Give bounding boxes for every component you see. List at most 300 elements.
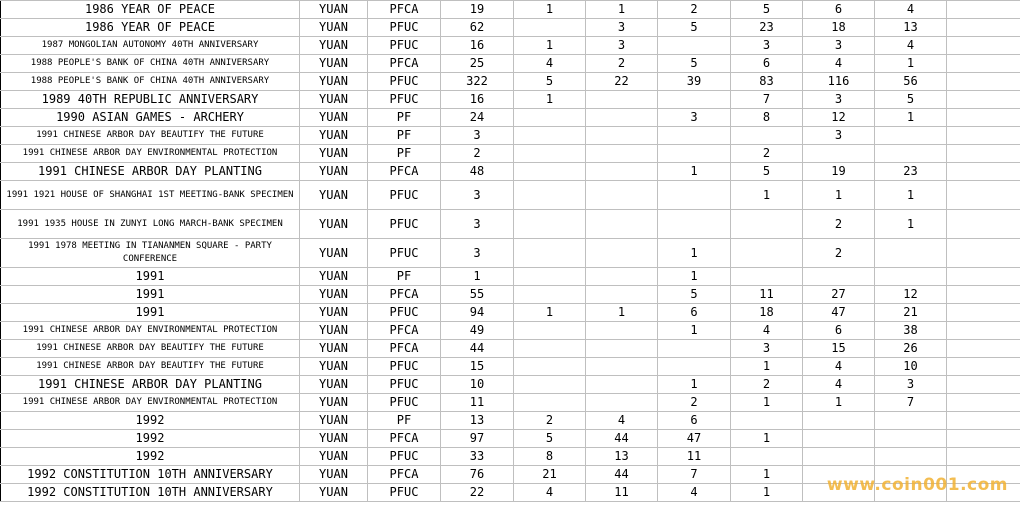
cell-name[interactable]: 1991: [1, 304, 300, 322]
cell-value[interactable]: 23: [875, 163, 947, 181]
cell-value[interactable]: [731, 448, 803, 466]
cell-value[interactable]: 1: [731, 358, 803, 376]
cell-value[interactable]: 2: [658, 1, 731, 19]
cell-grade[interactable]: PF: [368, 412, 441, 430]
cell-value[interactable]: [875, 412, 947, 430]
cell-grade[interactable]: PFCA: [368, 1, 441, 19]
cell-value[interactable]: [947, 91, 1020, 109]
cell-unit[interactable]: YUAN: [300, 37, 368, 55]
cell-value[interactable]: [803, 268, 875, 286]
cell-value[interactable]: 16: [441, 37, 514, 55]
cell-value[interactable]: 3: [441, 181, 514, 210]
cell-name[interactable]: 1991 1978 MEETING IN TIANANMEN SQUARE - PARTY CONFERENCE: [1, 239, 300, 268]
cell-value[interactable]: 3: [731, 340, 803, 358]
cell-value[interactable]: 11: [731, 286, 803, 304]
cell-unit[interactable]: YUAN: [300, 358, 368, 376]
cell-value[interactable]: [875, 430, 947, 448]
cell-value[interactable]: [658, 127, 731, 145]
cell-value[interactable]: 2: [586, 55, 658, 73]
cell-unit[interactable]: YUAN: [300, 1, 368, 19]
cell-value[interactable]: 21: [875, 304, 947, 322]
cell-value[interactable]: 47: [658, 430, 731, 448]
cell-value[interactable]: 44: [586, 466, 658, 484]
cell-grade[interactable]: PFUC: [368, 448, 441, 466]
cell-value[interactable]: 12: [875, 286, 947, 304]
cell-value[interactable]: 27: [803, 286, 875, 304]
cell-value[interactable]: 2: [514, 412, 586, 430]
cell-value[interactable]: 4: [875, 37, 947, 55]
cell-value[interactable]: 1: [731, 181, 803, 210]
cell-name[interactable]: 1991 CHINESE ARBOR DAY ENVIRONMENTAL PROTECTION: [1, 394, 300, 412]
cell-value[interactable]: [586, 127, 658, 145]
cell-value[interactable]: 1: [514, 1, 586, 19]
cell-value[interactable]: [514, 394, 586, 412]
cell-value[interactable]: 1: [514, 304, 586, 322]
cell-value[interactable]: [947, 376, 1020, 394]
cell-value[interactable]: 1: [875, 55, 947, 73]
table-row: [1, 73, 1020, 91]
cell-unit[interactable]: YUAN: [300, 239, 368, 268]
cell-value[interactable]: [731, 268, 803, 286]
cell-unit[interactable]: YUAN: [300, 181, 368, 210]
cell-value[interactable]: [947, 322, 1020, 340]
cell-value[interactable]: [586, 358, 658, 376]
cell-value[interactable]: 7: [875, 394, 947, 412]
cell-value[interactable]: 7: [658, 466, 731, 484]
cell-value[interactable]: 11: [586, 484, 658, 502]
cell-value[interactable]: 1: [731, 484, 803, 502]
cell-unit[interactable]: YUAN: [300, 145, 368, 163]
cell-value[interactable]: 3: [875, 376, 947, 394]
cell-value[interactable]: 24: [441, 109, 514, 127]
cell-value[interactable]: [947, 268, 1020, 286]
table-row: [1, 19, 1020, 37]
cell-value[interactable]: [803, 430, 875, 448]
cell-value[interactable]: 1: [731, 430, 803, 448]
cell-value[interactable]: 38: [875, 322, 947, 340]
cell-name[interactable]: 1986 YEAR OF PEACE: [1, 19, 300, 37]
cell-unit[interactable]: YUAN: [300, 322, 368, 340]
cell-value[interactable]: 13: [586, 448, 658, 466]
cell-unit[interactable]: YUAN: [300, 394, 368, 412]
cell-value[interactable]: 4: [875, 1, 947, 19]
cell-value[interactable]: [803, 145, 875, 163]
cell-value[interactable]: [947, 304, 1020, 322]
table-row: [1, 268, 1020, 286]
cell-value[interactable]: 6: [803, 322, 875, 340]
cell-unit[interactable]: YUAN: [300, 286, 368, 304]
cell-name[interactable]: 1991: [1, 286, 300, 304]
cell-value[interactable]: 47: [803, 304, 875, 322]
cell-value[interactable]: 4: [586, 412, 658, 430]
cell-value[interactable]: [875, 448, 947, 466]
cell-value[interactable]: [514, 19, 586, 37]
cell-value[interactable]: [586, 145, 658, 163]
cell-value[interactable]: 5: [658, 55, 731, 73]
cell-name[interactable]: 1991 CHINESE ARBOR DAY BEAUTIFY THE FUTURE: [1, 340, 300, 358]
cell-value[interactable]: 25: [441, 55, 514, 73]
table-row: [1, 376, 1020, 394]
table-row: [1, 109, 1020, 127]
cell-value[interactable]: 16: [441, 91, 514, 109]
cell-value[interactable]: [514, 286, 586, 304]
cell-value[interactable]: 44: [586, 430, 658, 448]
cell-name[interactable]: 1991 CHINESE ARBOR DAY ENVIRONMENTAL PROTECTION: [1, 322, 300, 340]
cell-value[interactable]: 83: [731, 73, 803, 91]
table-row: [1, 210, 1020, 239]
cell-value[interactable]: [731, 127, 803, 145]
cell-value[interactable]: 4: [803, 55, 875, 73]
cell-value[interactable]: 3: [441, 239, 514, 268]
table-row: [1, 322, 1020, 340]
cell-value[interactable]: [586, 268, 658, 286]
cell-value[interactable]: 5: [658, 286, 731, 304]
cell-unit[interactable]: YUAN: [300, 304, 368, 322]
table-row: [1, 127, 1020, 145]
cell-value[interactable]: 4: [514, 55, 586, 73]
cell-grade[interactable]: PFCA: [368, 430, 441, 448]
cell-value[interactable]: 1: [514, 37, 586, 55]
cell-value[interactable]: [514, 145, 586, 163]
cell-value[interactable]: 116: [803, 73, 875, 91]
cell-unit[interactable]: YUAN: [300, 19, 368, 37]
cell-value[interactable]: 6: [658, 304, 731, 322]
cell-value[interactable]: 4: [731, 322, 803, 340]
cell-value[interactable]: 5: [514, 430, 586, 448]
cell-unit[interactable]: YUAN: [300, 91, 368, 109]
cell-name[interactable]: 1991 CHINESE ARBOR DAY PLANTING: [1, 376, 300, 394]
cell-value[interactable]: 11: [441, 394, 514, 412]
cell-value[interactable]: [658, 145, 731, 163]
cell-value[interactable]: 10: [441, 376, 514, 394]
cell-value[interactable]: [514, 163, 586, 181]
cell-unit[interactable]: YUAN: [300, 163, 368, 181]
cell-name[interactable]: 1987 MONGOLIAN AUTONOMY 40TH ANNIVERSARY: [1, 37, 300, 55]
cell-value[interactable]: 21: [514, 466, 586, 484]
cell-value[interactable]: 15: [441, 358, 514, 376]
cell-value[interactable]: [514, 181, 586, 210]
cell-value[interactable]: [947, 239, 1020, 268]
cell-value[interactable]: 1: [658, 163, 731, 181]
cell-grade[interactable]: PF: [368, 268, 441, 286]
cell-value[interactable]: [658, 37, 731, 55]
cell-grade[interactable]: PFUC: [368, 91, 441, 109]
cell-value[interactable]: 49: [441, 322, 514, 340]
cell-value[interactable]: 1: [658, 322, 731, 340]
cell-value[interactable]: [658, 340, 731, 358]
cell-unit[interactable]: YUAN: [300, 430, 368, 448]
cell-grade[interactable]: PFUC: [368, 73, 441, 91]
cell-name[interactable]: 1988 PEOPLE'S BANK OF CHINA 40TH ANNIVERSARY: [1, 73, 300, 91]
cell-value[interactable]: 5: [875, 91, 947, 109]
cell-name[interactable]: 1991 CHINESE ARBOR DAY BEAUTIFY THE FUTURE: [1, 127, 300, 145]
cell-value[interactable]: 94: [441, 304, 514, 322]
cell-value[interactable]: 4: [514, 484, 586, 502]
cell-value[interactable]: 3: [441, 127, 514, 145]
cell-value[interactable]: [731, 239, 803, 268]
cell-grade[interactable]: PF: [368, 109, 441, 127]
cell-value[interactable]: 76: [441, 466, 514, 484]
cell-value[interactable]: 2: [658, 394, 731, 412]
table-row: [1, 1, 1020, 19]
cell-value[interactable]: [514, 322, 586, 340]
cell-value[interactable]: [586, 91, 658, 109]
cell-value[interactable]: [586, 340, 658, 358]
cell-value[interactable]: 1: [875, 210, 947, 239]
cell-grade[interactable]: PFCA: [368, 286, 441, 304]
cell-value[interactable]: 62: [441, 19, 514, 37]
cell-value[interactable]: 39: [658, 73, 731, 91]
cell-value[interactable]: 3: [658, 109, 731, 127]
cell-value[interactable]: [514, 239, 586, 268]
cell-value[interactable]: 44: [441, 340, 514, 358]
cell-grade[interactable]: PFCA: [368, 322, 441, 340]
cell-value[interactable]: 15: [803, 340, 875, 358]
cell-name[interactable]: 1992: [1, 412, 300, 430]
cell-value[interactable]: [947, 163, 1020, 181]
cell-value[interactable]: 1: [586, 1, 658, 19]
table-row: [1, 448, 1020, 466]
cell-value[interactable]: 3: [803, 37, 875, 55]
cell-name[interactable]: 1991 1921 HOUSE OF SHANGHAI 1ST MEETING-BANK SPECIMEN: [1, 181, 300, 210]
cell-value[interactable]: 23: [731, 19, 803, 37]
cell-value[interactable]: [586, 163, 658, 181]
cell-unit[interactable]: YUAN: [300, 340, 368, 358]
cell-unit[interactable]: YUAN: [300, 412, 368, 430]
table-row: [1, 304, 1020, 322]
cell-value[interactable]: [586, 109, 658, 127]
cell-value[interactable]: [514, 210, 586, 239]
cell-value[interactable]: 11: [658, 448, 731, 466]
cell-value[interactable]: 48: [441, 163, 514, 181]
cell-grade[interactable]: PFCA: [368, 163, 441, 181]
cell-name[interactable]: 1991 CHINESE ARBOR DAY ENVIRONMENTAL PROTECTION: [1, 145, 300, 163]
cell-value[interactable]: 1: [658, 239, 731, 268]
cell-value[interactable]: 1: [441, 268, 514, 286]
cell-value[interactable]: [875, 127, 947, 145]
cell-value[interactable]: 4: [803, 376, 875, 394]
cell-value[interactable]: 1: [875, 181, 947, 210]
cell-grade[interactable]: PFUC: [368, 484, 441, 502]
cell-unit[interactable]: YUAN: [300, 466, 368, 484]
cell-value[interactable]: 6: [803, 1, 875, 19]
cell-value[interactable]: [514, 358, 586, 376]
cell-value[interactable]: [947, 340, 1020, 358]
cell-value[interactable]: [586, 181, 658, 210]
cell-name[interactable]: 1992 CONSTITUTION 10TH ANNIVERSARY: [1, 484, 300, 502]
cell-value[interactable]: 33: [441, 448, 514, 466]
cell-value[interactable]: [514, 340, 586, 358]
cell-value[interactable]: [658, 358, 731, 376]
cell-value[interactable]: [875, 268, 947, 286]
cell-name[interactable]: 1990 ASIAN GAMES - ARCHERY: [1, 109, 300, 127]
cell-name[interactable]: 1991 CHINESE ARBOR DAY PLANTING: [1, 163, 300, 181]
cell-unit[interactable]: YUAN: [300, 376, 368, 394]
cell-value[interactable]: [658, 181, 731, 210]
cell-name[interactable]: 1992 CONSTITUTION 10TH ANNIVERSARY: [1, 466, 300, 484]
cell-grade[interactable]: PFUC: [368, 376, 441, 394]
cell-value[interactable]: 19: [803, 163, 875, 181]
table-row: [1, 340, 1020, 358]
cell-value[interactable]: 13: [875, 19, 947, 37]
cell-value[interactable]: [731, 412, 803, 430]
cell-value[interactable]: [947, 109, 1020, 127]
cell-value[interactable]: 18: [803, 19, 875, 37]
cell-value[interactable]: 1: [875, 109, 947, 127]
cell-unit[interactable]: YUAN: [300, 73, 368, 91]
cell-value[interactable]: 1: [658, 268, 731, 286]
cell-name[interactable]: 1991 1935 HOUSE IN ZUNYI LONG MARCH-BANK SPECIMEN: [1, 210, 300, 239]
cell-value[interactable]: 5: [658, 19, 731, 37]
cell-grade[interactable]: PFUC: [368, 210, 441, 239]
cell-value[interactable]: 1: [803, 394, 875, 412]
cell-value[interactable]: 12: [803, 109, 875, 127]
cell-unit[interactable]: YUAN: [300, 127, 368, 145]
cell-value[interactable]: [947, 19, 1020, 37]
table-row: [1, 430, 1020, 448]
cell-grade[interactable]: PFUC: [368, 19, 441, 37]
cell-grade[interactable]: PFCA: [368, 466, 441, 484]
cell-value[interactable]: [947, 37, 1020, 55]
table-row: [1, 394, 1020, 412]
table-row: [1, 163, 1020, 181]
cell-grade[interactable]: PFUC: [368, 239, 441, 268]
cell-value[interactable]: 2: [441, 145, 514, 163]
cell-value[interactable]: 56: [875, 73, 947, 91]
cell-value[interactable]: 3: [586, 37, 658, 55]
cell-value[interactable]: [947, 430, 1020, 448]
cell-unit[interactable]: YUAN: [300, 109, 368, 127]
cell-value[interactable]: 322: [441, 73, 514, 91]
cell-value[interactable]: 4: [658, 484, 731, 502]
cell-value[interactable]: 1: [658, 376, 731, 394]
cell-value[interactable]: [947, 1, 1020, 19]
cell-value[interactable]: 13: [441, 412, 514, 430]
table-row: [1, 239, 1020, 268]
cell-value[interactable]: [875, 145, 947, 163]
cell-value[interactable]: 6: [731, 55, 803, 73]
cell-value[interactable]: 3: [731, 37, 803, 55]
cell-grade[interactable]: PFCA: [368, 340, 441, 358]
cell-value[interactable]: [586, 394, 658, 412]
cell-grade[interactable]: PFUC: [368, 394, 441, 412]
cell-value[interactable]: [947, 358, 1020, 376]
cell-value[interactable]: [514, 376, 586, 394]
cell-value[interactable]: [947, 145, 1020, 163]
cell-value[interactable]: 97: [441, 430, 514, 448]
cell-value[interactable]: 18: [731, 304, 803, 322]
cell-value[interactable]: 26: [875, 340, 947, 358]
table-row: [1, 181, 1020, 210]
cell-value[interactable]: [658, 91, 731, 109]
cell-name[interactable]: 1986 YEAR OF PEACE: [1, 1, 300, 19]
cell-value[interactable]: 5: [731, 1, 803, 19]
cell-unit[interactable]: YUAN: [300, 268, 368, 286]
cell-value[interactable]: [586, 239, 658, 268]
cell-grade[interactable]: PF: [368, 127, 441, 145]
cell-value[interactable]: 3: [803, 127, 875, 145]
cell-value[interactable]: 19: [441, 1, 514, 19]
cell-unit[interactable]: YUAN: [300, 484, 368, 502]
cell-grade[interactable]: PFUC: [368, 358, 441, 376]
cell-value[interactable]: 8: [731, 109, 803, 127]
cell-value[interactable]: 10: [875, 358, 947, 376]
cell-name[interactable]: 1992: [1, 430, 300, 448]
cell-unit[interactable]: YUAN: [300, 448, 368, 466]
cell-value[interactable]: 7: [731, 91, 803, 109]
cell-value[interactable]: [514, 127, 586, 145]
cell-value[interactable]: [803, 412, 875, 430]
table-row: [1, 91, 1020, 109]
cell-value[interactable]: 2: [803, 239, 875, 268]
cell-grade[interactable]: PFUC: [368, 37, 441, 55]
cell-value[interactable]: [731, 210, 803, 239]
cell-value[interactable]: [875, 239, 947, 268]
cell-value[interactable]: 6: [658, 412, 731, 430]
cell-grade[interactable]: PFCA: [368, 55, 441, 73]
cell-grade[interactable]: PFUC: [368, 304, 441, 322]
cell-value[interactable]: [947, 210, 1020, 239]
cell-name[interactable]: 1988 PEOPLE'S BANK OF CHINA 40TH ANNIVERSARY: [1, 55, 300, 73]
cell-unit[interactable]: YUAN: [300, 55, 368, 73]
table-row: [1, 286, 1020, 304]
cell-value[interactable]: [947, 73, 1020, 91]
cell-value[interactable]: [947, 127, 1020, 145]
cell-value[interactable]: [514, 109, 586, 127]
cell-name[interactable]: 1992: [1, 448, 300, 466]
cell-grade[interactable]: PFUC: [368, 181, 441, 210]
cell-value[interactable]: 1: [731, 394, 803, 412]
cell-value[interactable]: [947, 412, 1020, 430]
cell-value[interactable]: [947, 286, 1020, 304]
cell-value[interactable]: 2: [803, 210, 875, 239]
cell-value[interactable]: 22: [586, 73, 658, 91]
cell-value[interactable]: 22: [441, 484, 514, 502]
cell-grade[interactable]: PF: [368, 145, 441, 163]
cell-value[interactable]: [586, 322, 658, 340]
cell-value[interactable]: 1: [803, 181, 875, 210]
cell-value[interactable]: [586, 210, 658, 239]
cell-unit[interactable]: YUAN: [300, 210, 368, 239]
cell-value[interactable]: [947, 448, 1020, 466]
cell-value[interactable]: 3: [441, 210, 514, 239]
cell-value[interactable]: 2: [731, 376, 803, 394]
cell-value[interactable]: [586, 286, 658, 304]
cell-value[interactable]: [947, 55, 1020, 73]
cell-value[interactable]: 4: [803, 358, 875, 376]
cell-value[interactable]: 5: [731, 163, 803, 181]
cell-value[interactable]: [586, 376, 658, 394]
cell-value[interactable]: [514, 268, 586, 286]
cell-value[interactable]: 55: [441, 286, 514, 304]
cell-value[interactable]: [658, 210, 731, 239]
cell-value[interactable]: 1: [731, 466, 803, 484]
table-row: [1, 412, 1020, 430]
cell-name[interactable]: 1991: [1, 268, 300, 286]
cell-value[interactable]: 5: [514, 73, 586, 91]
cell-value[interactable]: [947, 181, 1020, 210]
cell-name[interactable]: 1991 CHINESE ARBOR DAY BEAUTIFY THE FUTURE: [1, 358, 300, 376]
cell-value[interactable]: 2: [731, 145, 803, 163]
cell-value[interactable]: 3: [586, 19, 658, 37]
cell-value[interactable]: 1: [586, 304, 658, 322]
cell-name[interactable]: 1989 40TH REPUBLIC ANNIVERSARY: [1, 91, 300, 109]
cell-value[interactable]: 1: [514, 91, 586, 109]
cell-value[interactable]: [947, 394, 1020, 412]
cell-value[interactable]: 8: [514, 448, 586, 466]
cell-value[interactable]: 3: [803, 91, 875, 109]
cell-value[interactable]: [803, 448, 875, 466]
